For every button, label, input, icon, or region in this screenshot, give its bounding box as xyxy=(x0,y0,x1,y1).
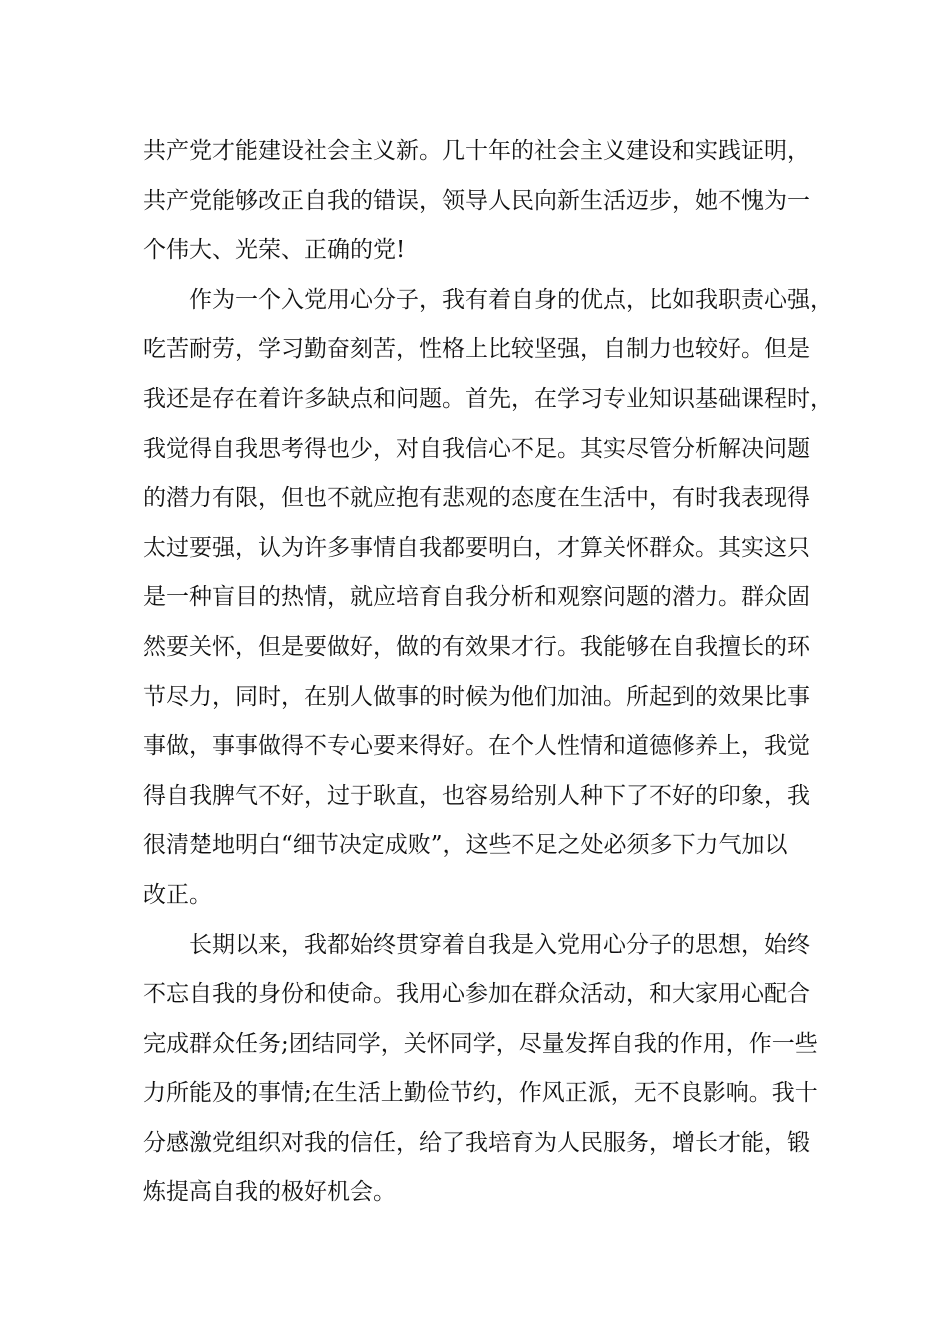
text-line: 改正。 xyxy=(143,881,212,908)
text-line: 力所能及的事情;在生活上勤俭节约，作风正派，无不良影响。我十 xyxy=(143,1080,818,1107)
text-line: 共产党能够改正自我的错误，领导人民向新生活迈步，她不愧为一 xyxy=(143,187,810,214)
paragraph-2 xyxy=(143,276,833,921)
text-line: 事做，事事做得不专心要来得好。在个人性情和道德修养上，我觉 xyxy=(143,733,810,760)
text-line: 长期以来，我都始终贯穿着自我是入党用心分子的思想，始终 xyxy=(189,931,810,958)
text-line: 完成群众任务;团结同学，关怀同学，尽量发挥自我的作用，作一些 xyxy=(143,1030,818,1057)
text-line: 我觉得自我思考得也少，对自我信心不足。其实尽管分析解决问题 xyxy=(143,435,810,462)
text-line: 个伟大、光荣、正确的党! xyxy=(143,237,406,264)
paragraph-3 xyxy=(143,921,833,1219)
text-line: 我还是存在着许多缺点和问题。首先，在学习专业知识基础课程时， xyxy=(143,385,833,412)
text-line: 分感激党组织对我的信任，给了我培育为人民服务，增长才能，锻 xyxy=(143,1129,810,1156)
document-body xyxy=(143,127,833,1218)
text-line: 共产党才能建设社会主义新。几十年的社会主义建设和实践证明， xyxy=(143,138,810,164)
text-line: 炼提高自我的极好机会。 xyxy=(143,1179,396,1206)
paragraph-1 xyxy=(143,127,833,276)
text-line: 的潜力有限，但也不就应抱有悲观的态度在生活中，有时我表现得 xyxy=(143,485,810,512)
text-line: 是一种盲目的热情，就应培育自我分析和观察问题的潜力。群众固 xyxy=(143,584,810,611)
text-line: 节尽力，同时，在别人做事的时候为他们加油。所起到的效果比事 xyxy=(143,683,810,710)
text-line: 不忘自我的身份和使命。我用心参加在群众活动，和大家用心配合 xyxy=(143,981,810,1008)
text-line: 很清楚地明白“细节决定成败”，这些不足之处必须多下力气加以 xyxy=(143,832,788,859)
text-line: 得自我脾气不好，过于耿直，也容易给别人种下了不好的印象，我 xyxy=(143,782,810,809)
text-line: 太过要强，认为许多事情自我都要明白，才算关怀群众。其实这只 xyxy=(143,534,810,561)
text-line: 然要关怀，但是要做好，做的有效果才行。我能够在自我擅长的环 xyxy=(143,633,810,660)
text-line: 吃苦耐劳，学习勤奋刻苦，性格上比较坚强，自制力也较好。但是 xyxy=(143,336,810,363)
text-line: 作为一个入党用心分子，我有着自身的优点，比如我职责心强， xyxy=(189,286,833,313)
